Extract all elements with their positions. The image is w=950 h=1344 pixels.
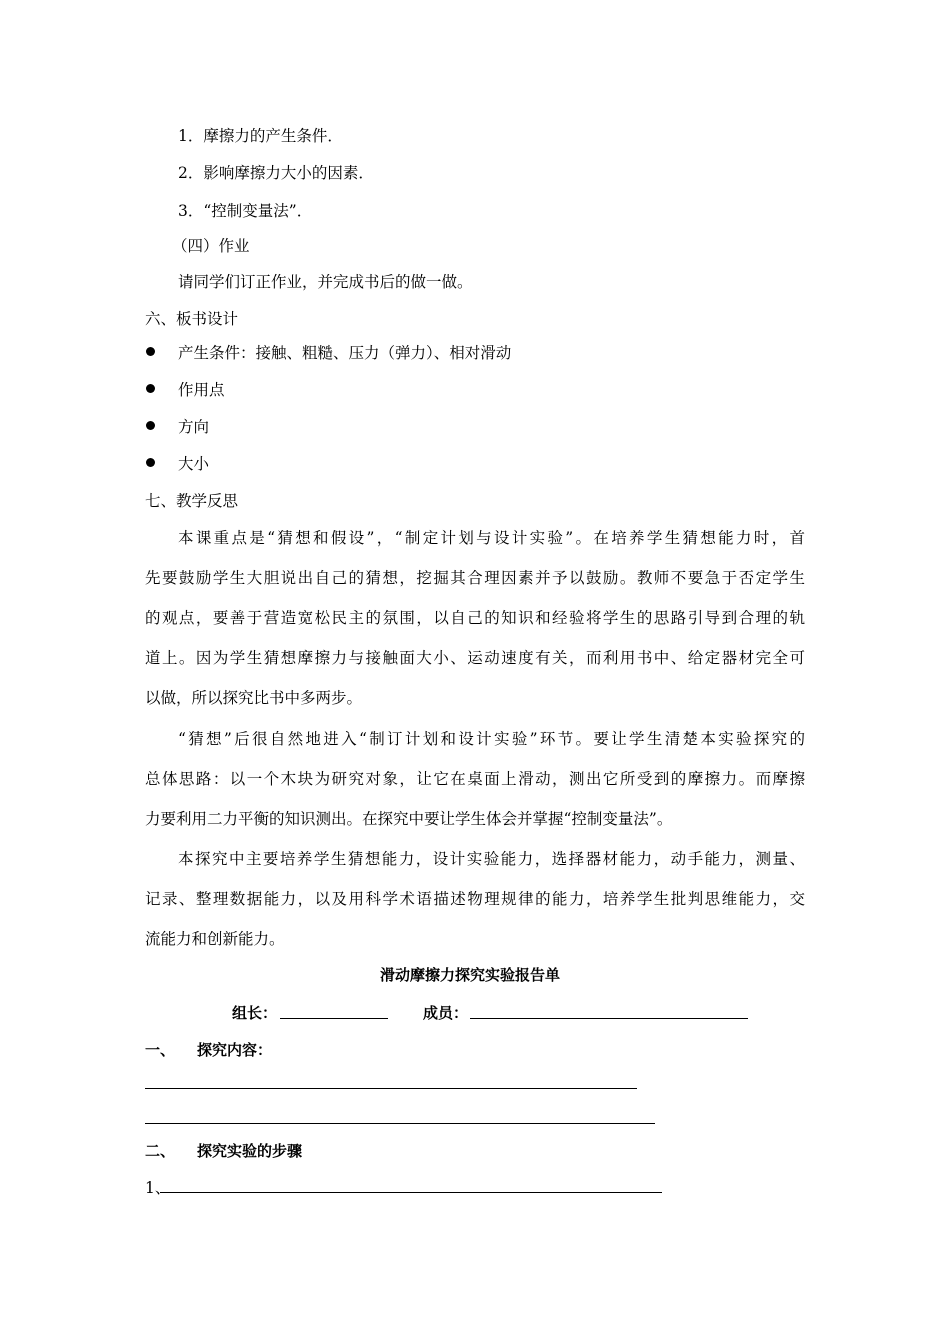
- section2-label: 探究实验的步骤: [197, 1142, 303, 1160]
- reflection-p3-line3: 流能力和创新能力。: [145, 930, 285, 948]
- homework-heading: （四）作业: [172, 237, 250, 255]
- summary-item-3: 3．“控制变量法”．: [178, 202, 313, 220]
- board-bullet-2: 作用点: [178, 381, 225, 399]
- bullet-icon: [146, 421, 155, 430]
- member-label: 成员：: [423, 1004, 469, 1022]
- reflection-p1-line3: 的观点，要善于营造宽松民主的氛围，以自己的知识和经验将学生的思路引导到合理的轨: [145, 609, 805, 627]
- board-bullet-1: 产生条件：接触、粗糙、压力（弹力）、相对滑动: [178, 344, 512, 362]
- content-blank-2[interactable]: [145, 1123, 655, 1124]
- leader-label: 组长：: [232, 1004, 278, 1022]
- reflection-p1-line4: 道上。因为学生猜想摩擦力与接触面大小、运动速度有关，而利用书中、给定器材完全可: [145, 649, 805, 667]
- bullet-icon: [146, 384, 155, 393]
- report-title: 滑动摩擦力探究实验报告单: [380, 966, 561, 984]
- reflection-p1-line5: 以做，所以探究比书中多两步。: [145, 689, 363, 707]
- section2-number: 二、: [145, 1142, 176, 1160]
- homework-text: 请同学们订正作业，并完成书后的做一做。: [178, 273, 473, 291]
- board-bullet-3: 方向: [178, 418, 210, 436]
- board-bullet-4: 大小: [178, 455, 210, 473]
- step1-number: 1、: [145, 1179, 171, 1197]
- section1-label: 探究内容：: [197, 1041, 273, 1059]
- reflection-p1-line1: 本课重点是“猜想和假设”，“制定计划与设计实验”。在培养学生猜想能力时，首: [178, 529, 805, 547]
- reflection-p2-line1: “猜想”后很自然地进入“制订计划和设计实验”环节。要让学生清楚本实验探究的: [178, 730, 805, 748]
- bullet-icon: [146, 458, 155, 467]
- reflection-p3-line1: 本探究中主要培养学生猜想能力，设计实验能力，选择器材能力，动手能力，测量、: [178, 850, 805, 868]
- reflection-p2-line3: 力要利用二力平衡的知识测出。在探究中要让学生体会并掌握“控制变量法”。: [145, 810, 673, 828]
- summary-item-2: 2．影响摩擦力大小的因素．: [178, 164, 374, 182]
- step1-blank[interactable]: [160, 1192, 662, 1193]
- content-blank-1[interactable]: [145, 1088, 637, 1089]
- reflection-p1-line2: 先要鼓励学生大胆说出自己的猜想，挖掘其合理因素并予以鼓励。教师不要急于否定学生: [145, 569, 805, 587]
- leader-blank[interactable]: [280, 1018, 388, 1019]
- member-blank[interactable]: [470, 1018, 748, 1019]
- bullet-icon: [146, 347, 155, 356]
- section1-number: 一、: [145, 1041, 176, 1059]
- reflection-p3-line2: 记录、整理数据能力，以及用科学术语描述物理规律的能力，培养学生批判思维能力，交: [145, 890, 805, 908]
- reflection-p2-line2: 总体思路：以一个木块为研究对象，让它在桌面上滑动，测出它所受到的摩擦力。而摩擦: [145, 770, 805, 788]
- board-design-heading: 六、板书设计: [145, 310, 239, 328]
- reflection-heading: 七、教学反思: [145, 492, 239, 510]
- summary-item-1: 1．摩擦力的产生条件．: [178, 127, 343, 145]
